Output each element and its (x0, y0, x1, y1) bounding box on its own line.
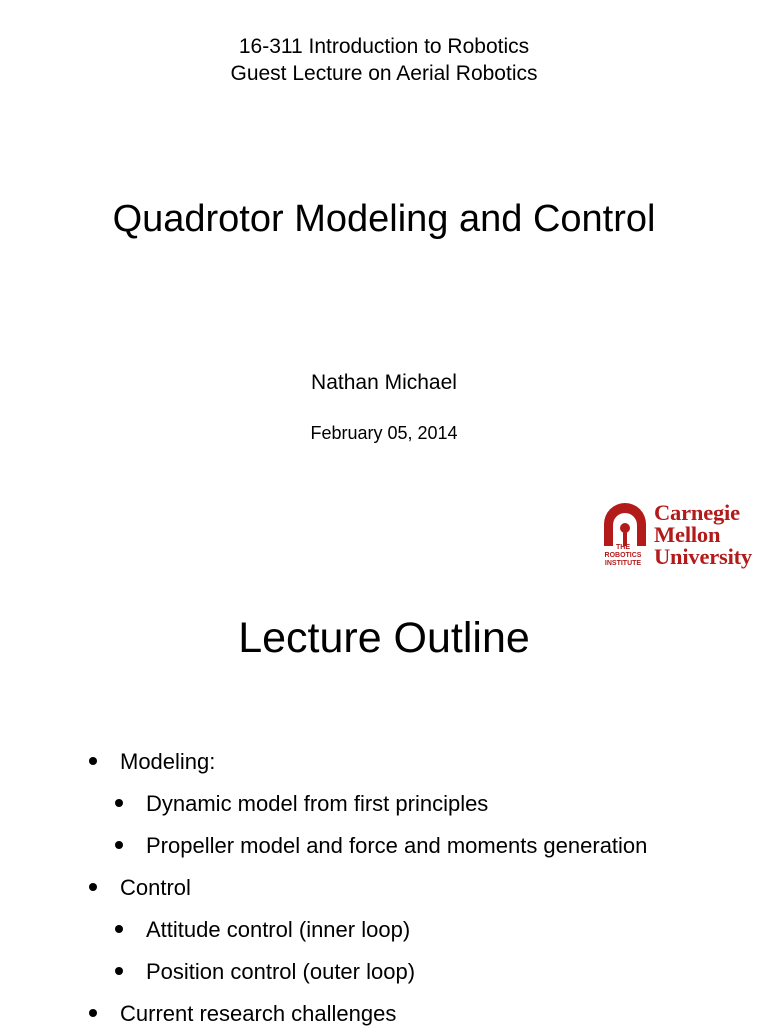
list-item: Dynamic model from first principles (146, 790, 488, 818)
cmu-wordmark (654, 502, 752, 568)
bullet-icon (115, 841, 123, 849)
bullet-icon (115, 925, 123, 933)
wordmark-line-2: Mellon (654, 522, 721, 547)
bullet-icon (89, 883, 97, 891)
course-line: 16-311 Introduction to Robotics (238, 35, 530, 58)
list-item: Current research challenges (120, 1000, 396, 1028)
robotics-institute-label: THE ROBOTICS INSTITUTE (604, 544, 642, 567)
bullet-icon (115, 967, 123, 975)
robotics-institute-arch-icon (600, 500, 650, 550)
outline-heading: Lecture Outline (238, 614, 530, 662)
bullet-icon (89, 1009, 97, 1017)
lecture-date: February 05, 2014 (310, 423, 458, 443)
bullet-icon (89, 757, 97, 765)
list-item: Propeller model and force and moments generation (146, 832, 647, 860)
list-item: Modeling: (120, 748, 215, 776)
cmu-ri-logo (600, 500, 762, 576)
slide-title: Quadrotor Modeling and Control (112, 198, 656, 240)
list-item: Control (120, 874, 191, 902)
author-name: Nathan Michael (311, 371, 457, 394)
wordmark-line-1: Carnegie (654, 500, 740, 525)
course-header (0, 33, 768, 87)
list-item: Attitude control (inner loop) (146, 916, 410, 944)
lecture-line: Guest Lecture on Aerial Robotics (230, 62, 538, 85)
wordmark-line-3: University (654, 544, 752, 569)
bullet-icon (115, 799, 123, 807)
list-item: Position control (outer loop) (146, 958, 415, 986)
